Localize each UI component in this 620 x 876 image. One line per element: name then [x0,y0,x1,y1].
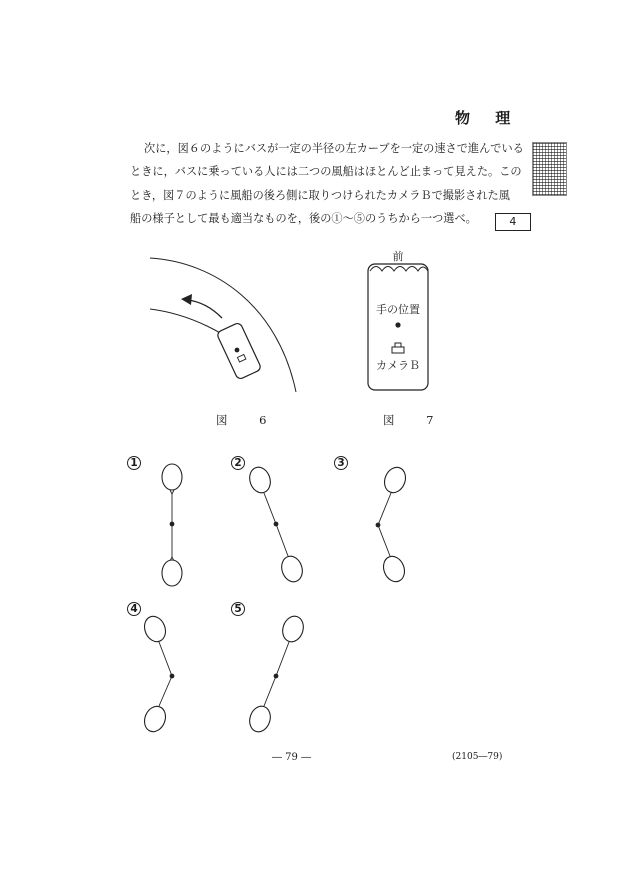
option-5-number: 5 [231,602,245,616]
question-line-3: とき，図７のように風船の後ろ側に取りつけられたカメラＢで撮影された風 [130,188,510,202]
camera-label: カメラＢ [376,359,420,372]
question-line-1: 次に，図６のようにバスが一定の半径の左カーブを一定の速さで進んでいる [144,142,524,155]
option-1-number: 1 [127,456,141,470]
answer-box: 4 [495,213,531,231]
exam-code: (2105―79) [452,752,503,762]
upper-balloon [279,614,306,645]
page-number: ― 79 ― [272,752,312,763]
lower-string [264,676,276,706]
option-3-number: 3 [334,456,348,470]
hand-position-label: 手の位置 [376,303,420,316]
lower-balloon [246,704,273,735]
option-4-number: 4 [127,602,141,616]
front-label: 前 [392,250,404,263]
option-2-number: 2 [231,456,245,470]
figure-7-caption: 図 7 [383,413,448,427]
figure-6-caption: 図 6 [216,413,281,427]
question-line-4: 船の様子として最も適当なものを，後の①～⑤のうちから一つ選べ。 [130,212,477,226]
subject-title: 物 理 [455,109,521,127]
upper-string [276,642,289,676]
question-line-2: ときに，バスに乗っている人には二つの風船はほとんど止まって見えた。この [130,165,522,179]
